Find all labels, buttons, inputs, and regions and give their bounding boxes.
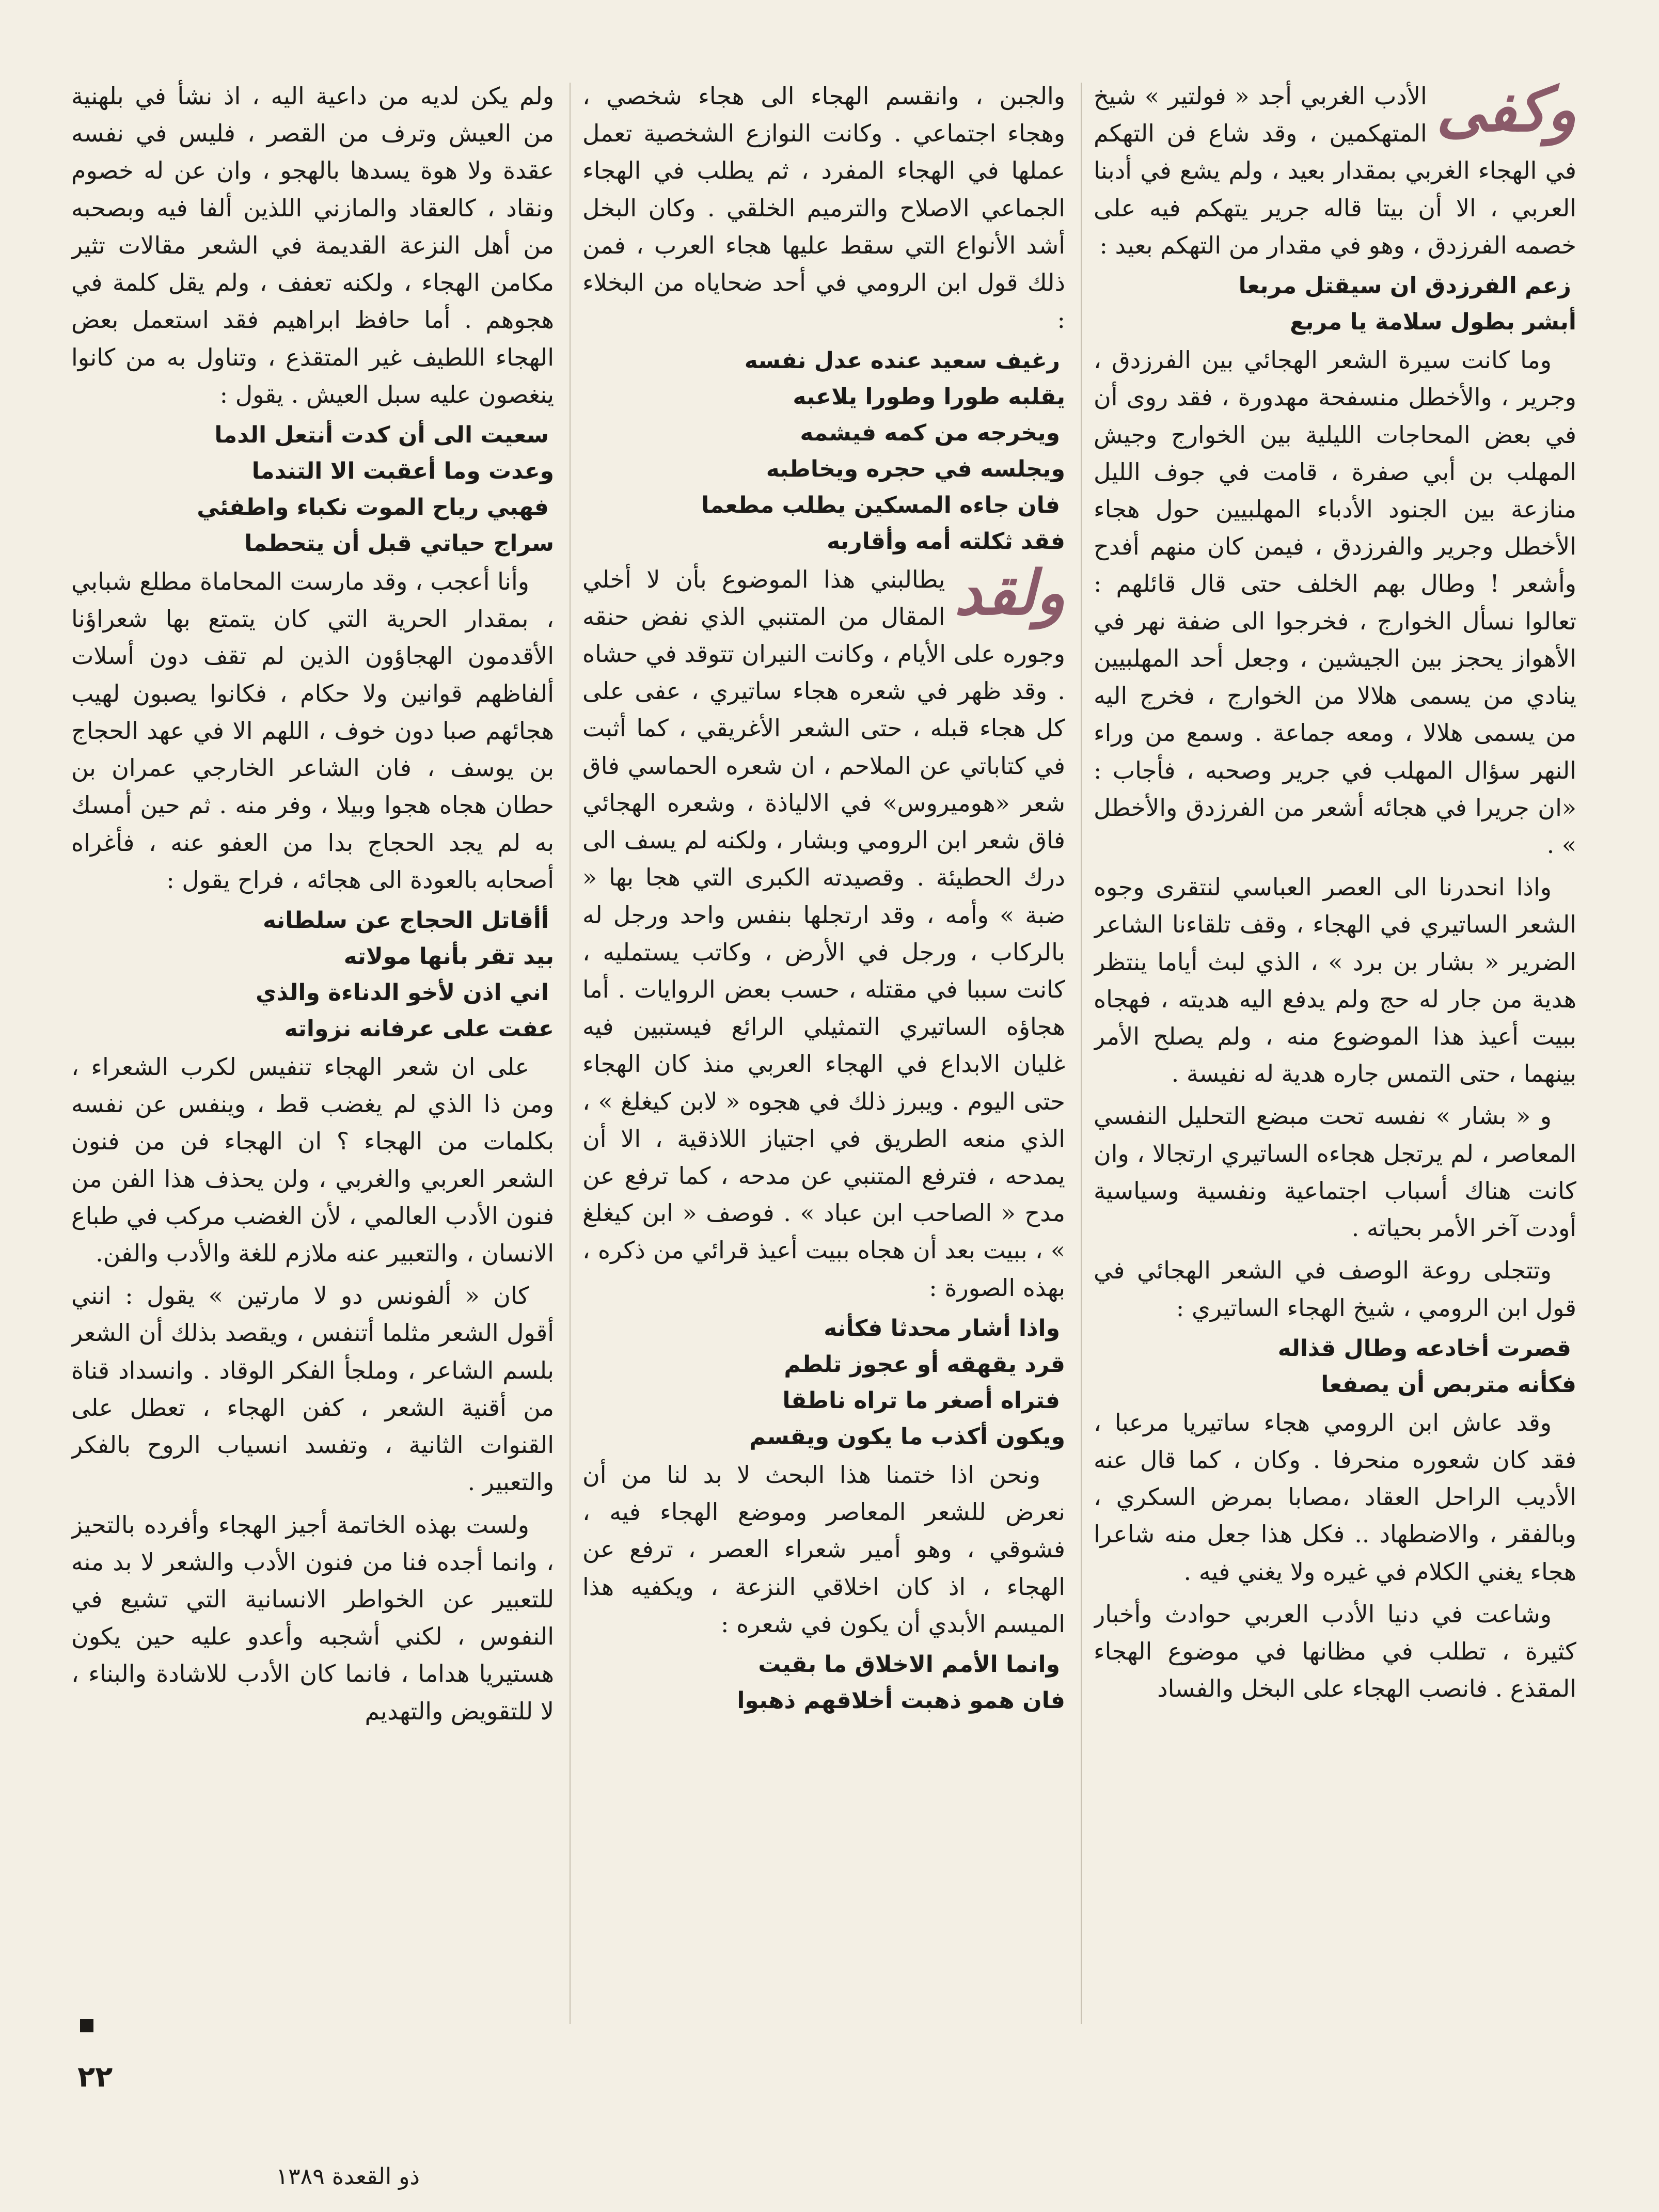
verse-first-hemistich: أأقاتل الحجاج عن سلطانه: [263, 907, 549, 934]
verse-first-hemistich: رغيف سعيد عنده عدل نفسه: [744, 347, 1060, 374]
verse-second-hemistich: فان همو ذهبت أخلاقهم ذهبوا: [737, 1687, 1065, 1714]
verse-second-hemistich: بيد تقر بأنها مولاته: [343, 943, 554, 970]
column-middle: [582, 77, 1065, 2034]
paragraph: يطالبني هذا الموضوع بأن لا أخلي المقال من المتنبي الذي نفض حنقه وجوره على الأيام ، وكانت النيران تتوقد في حشاه . وقد ظهر في شعره هجاء ساتيري ، عفى على كل هجاء قبله ، حتى الشعر الأغريقي ، كما أثبت في كتاباتي عن الملاحم ، ان شعره الحماسي فاق شعر «هوميروس» في الالياذة ، وشعره الهجائي فاق شعر ابن الرومي وبشار ، ولكنه لم يسف الى درك الحطيئة . وقصيدته الكبرى التي هجا بها « ضبة » وأمه ، وقد ارتجلها بنفس واحد ورجل له بالركاب ، ورجل في الأرض ، وكاتب يستمليه ، كانت سببا في مقتله ، حسب بعض الروايات . أما هجاؤه الساتيري التمثيلي الرائع فيستبين فيه غليان الابداع في الهجاء العربي منذ كان الهجاء حتى اليوم . ويبرز ذلك في هجوه « لابن كيغلغ » ، الذي منعه الطريق في اجتياز اللاذقية ، الا أن يمدحه ، فترفع المتنبي عن مدحه ، كما ترفع عن مدح « الصاحب ابن عباد » . فوصف « ابن كيغلغ » ، ببيت بعد أن هجاه ببيت أعيذ قرائي من ذكره ، بهذه الصورة :: [582, 565, 1065, 1302]
paragraph: واذا انحدرنا الى العصر العباسي لنتقرى وجوه الشعر الساتيري في الهجاء ، وقف تلقاءنا الشاعر الضرير « بشار بن برد » ، الذي لبث أياما ينتظر هدية من جار له حج ولم يدفع اليه هديته ، فهجاه ببيت أعيذ هذا الموضوع منه ، ولم يصلح الأمر بينهما ، حتى التمس جاره هدية له نفيسة .: [1094, 873, 1576, 1088]
column-divider: [570, 83, 571, 2024]
paragraph: وما كانت سيرة الشعر الهجائي بين الفرزدق ، وجرير ، والأخطل منسفحة مهدورة ، فقد روى أن في بعض المحاجات الليلية بين الخوارج وجيش المهلب بن أبي صفرة ، قامت في جوف الليل منازعة بين الجنود الأدباء المهلبيين حول هجاء الأخطل وجرير والفرزدق ، فيمن كان منهم أفدح وأشعر ! وطال بهم الخلف حتى قال قائلهم : تعالوا نسأل الخوارج ، فخرجوا الى ضفة نهر في الأهواز يحجز بين الجيشين ، وجعل أحد المهلبيين ينادي من يسمى هلالا من الخوارج ، فخرج اليه من يسمى هلالا ، ومعه جماعة . وسمع من وراء النهر سؤال المهلب في جرير وصحبه ، فأجاب : «ان جريرا في هجائه أشعر من الفرزدق والأخطل » .: [1094, 346, 1576, 859]
paragraph: والجبن ، وانقسم الهجاء الى هجاء شخصي ، وهجاء اجتماعي . وكانت النوازع الشخصية تعمل عملها في الهجاء المفرد ، ثم يطلب في الهجاء الجماعي الاصلاح والترميم الخلقي . وكان البخل أشد الأنواع التي سقط عليها هجاء العرب ، فمن ذلك قول ابن الرومي في أحد ضحاياه من البخلاء :: [582, 82, 1065, 334]
paragraph: وقد عاش ابن الرومي هجاء ساتيريا مرعبا ، فقد كان شعوره منحرفا . وكان ، كما قال عنه الأديب الراحل العقاد ،مصابا بمرض السكري ، وبالفقر ، والاضطهاد .. فكل هذا جعل منه شاعرا هجاء يغني الكلام في غيره ولا يغني فيه .: [1094, 1408, 1576, 1586]
verse-second-hemistich: عفت على عرفانه نزواته: [284, 1015, 554, 1042]
column-left: [71, 77, 554, 2034]
verse-first-hemistich: فان جاءه المسكين يطلب مطعما: [701, 492, 1060, 518]
verse-first-hemistich: ويخرجه من كمه فيشمه: [800, 419, 1060, 446]
decorative-opening-word: ولقد: [954, 556, 1065, 628]
verse-second-hemistich: يقلبه طورا وطورا يلاعبه: [793, 383, 1065, 410]
decorative-opening-word: وكفى: [1436, 77, 1576, 145]
verse-second-hemistich: أبشر بطول سلامة يا مربع: [1289, 309, 1576, 336]
verse-second-hemistich: وعدت وما أعقبت الا التندما: [251, 457, 554, 484]
verse-second-hemistich: ويكون أكذب ما يكون ويقسم: [749, 1423, 1065, 1450]
verse-first-hemistich: واذا أشار محدثا فكأنه: [824, 1315, 1060, 1341]
verse-first-hemistich: قصرت أخادعه وطال قذاله: [1277, 1335, 1571, 1362]
verse-first-hemistich: وانما الأمم الاخلاق ما بقيت: [758, 1651, 1060, 1678]
paragraph: على ان شعر الهجاء تنفيس لكرب الشعراء ، ومن ذا الذي لم يغضب قط ، وينفس عن نفسه بكلمات من الهجاء ؟ ان الهجاء فن من فنون الشعر العربي والغربي ، ولن يحذف هذا الفن من فنون الأدب العالمي ، لأن الغضب مركب في طباع الانسان ، والتعبير عنه ملازم للغة والأدب والفن.: [71, 1052, 554, 1268]
paragraph: وتتجلى روعة الوصف في الشعر الهجائي في قول ابن الرومي ، شيخ الهجاء الساتيري :: [1094, 1256, 1576, 1322]
paragraph: وأنا أعجب ، وقد مارست المحاماة مطلع شبابي ، بمقدار الحرية التي كان يتمتع بها شعراؤنا الأقدمون الهجاؤون الذين لم تقف دون أسلات ألفاظهم قوانين ولا حكام ، فكانوا يصبون لهيب هجائهم صبا دون خوف ، اللهم الا في عهد الحجاج بن يوسف ، فان الشاعر الخارجي عمران بن حطان هجاه هجوا وبيلا ، وفر منه . ثم حين أمسك به لم يجد الحجاج بدا من العفو عنه ، فأغراه أصحابه بالعودة الى هجائه ، فراح يقول :: [71, 567, 554, 894]
column-right: [1094, 77, 1576, 2034]
paragraph: كان « ألفونس دو لا مارتين » يقول : انني أقول الشعر مثلما أتنفس ، ويقصد بذلك أن الشعر بلسم الشاعر ، وملجأ الفكر الوقاد . وانسداد قناة من أقنية الشعر ، كفن الهجاء ، تعطل على القنوات الثانية ، وتفسد انسياب الروح بالفكر والتعبير .: [71, 1282, 554, 1496]
verse-second-hemistich: قرد يقهقه أو عجوز تلطم: [784, 1351, 1065, 1378]
verse-first-hemistich: زعم الفرزدق ان سيقتل مربعا: [1238, 273, 1571, 299]
paragraph: الأدب الغربي أجد « فولتير » شيخ المتهكمين ، وقد شاع فن التهكم في الهجاء الغربي بمقدار بعيد ، ولم يشع في أدبنا العربي ، الا أن بيتا قاله جرير يتهكم فيه على خصمه الفرزدق ، وهو في مقدار من التهكم بعيد :: [1094, 82, 1576, 259]
paragraph: وشاعت في دنيا الأدب العربي حوادث وأخبار كثيرة ، تطلب في مظانها في موضوع الهجاء المقذع . فانصب الهجاء على البخل والفساد: [1094, 1600, 1576, 1703]
verse-first-hemistich: سعيت الى أن كدت أنتعل الدما: [214, 421, 549, 448]
verse-first-hemistich: اني اذن لأخو الدناءة والذي: [256, 979, 549, 1006]
verse-first-hemistich: فهبي رياح الموت نكباء واطفئي: [197, 494, 549, 520]
verse-second-hemistich: سراج حياتي قبل أن يتحطما: [244, 530, 554, 557]
column-divider: [1081, 83, 1082, 2024]
paragraph: ولم يكن لديه من داعية اليه ، اذ نشأ في بلهنية من العيش وترف من القصر ، فليس في نفسه عقدة ولا هوة يسدها بالهجو ، وان عن له خصوم ونقاد ، كالعقاد والمازني اللذين ألفا فيه وبصحبه من أهل النزعة القديمة في الشعر مقالات تثير مكامن الهجاء ، ولكنه تعفف ، ولم يقل كلمة في هجوهم . أما حافظ ابراهيم فقد استعمل بعض الهجاء اللطيف غير المتقذع ، وتناول به من كانوا ينغصون عليه سبل العيش . يقول :: [71, 82, 554, 408]
verse-second-hemistich: فقد ثكلته أمه وأقاربه: [827, 528, 1065, 555]
issue-date: ذو القعدة ١٣٨٩: [276, 2163, 420, 2190]
verse-second-hemistich: فكأنه متربص أن يصفعا: [1321, 1371, 1576, 1398]
paragraph: ولست بهذه الخاتمة أجيز الهجاء وأفرده بالتحيز ، وانما أجده فنا من فنون الأدب والشعر لا بد منه للتعبير عن الخواطر الانسانية التي تشيع في النفوس ، لكني أشجبه وأعدو عليه حين يكون هستيريا هداما ، فانما كان الأدب للاشادة والبناء ، لا للتقويض والتهديم: [71, 1510, 554, 1725]
paragraph: ونحن اذا ختمنا هذا البحث لا بد لنا من أن نعرض للشعر المعاصر وموضع الهجاء فيه ، فشوقي ، وهو أمير شعراء العصر ، ترفع عن الهجاء ، اذ كان اخلاقي النزعة ، ويكفيه هذا الميسم الأبدي أن يكون في شعره :: [582, 1460, 1065, 1638]
paragraph: و « بشار » نفسه تحت مبضع التحليل النفسي المعاصر ، لم يرتجل هجاءه الساتيري ارتجالا ، وان كانت هناك أسباب اجتماعية ونفسية وسياسية أودت آخر الأمر بحياته .: [1094, 1102, 1576, 1242]
article-end-mark: [80, 2019, 93, 2032]
page-number: ٢٢: [77, 2060, 113, 2094]
verse-second-hemistich: ويجلسه في حجره ويخاطبه: [766, 455, 1065, 482]
verse-first-hemistich: فتراه أصغر ما تراه ناطقا: [782, 1387, 1060, 1414]
